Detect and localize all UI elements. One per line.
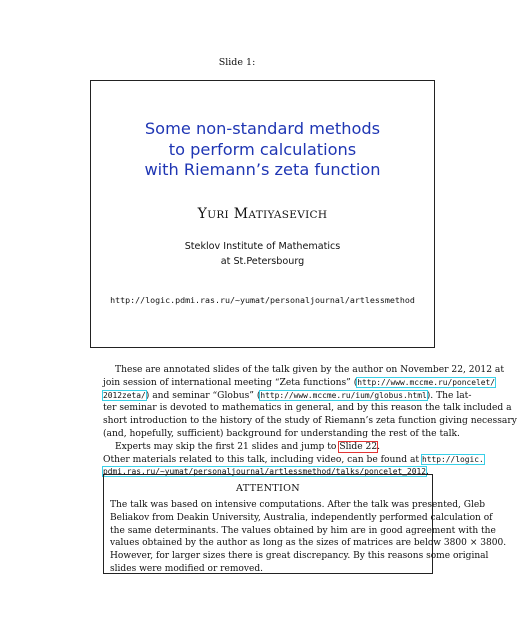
paragraph-1-line-5: short introduction to the history of the study of Riemann’s zeta function giving necessary: [103, 416, 517, 427]
author-last-rest: ATIYASEVICH: [248, 209, 328, 221]
paragraph-1-line-1: These are annotated slides of the talk given by the author on November 22, 2012 at: [115, 365, 505, 375]
slide-title-line-1: Some non-standard methods: [144, 119, 381, 138]
attention-line: Beliakov from Deakin University, Australia, independently performed calculation of: [110, 512, 493, 523]
paragraph-1-line-4: ter seminar is devoted to mathematics in general, and by this reason the talk included a: [103, 403, 512, 414]
attention-line: However, for larger sizes there is great discrepancy. By this reasons some original: [110, 551, 489, 562]
paragraph-1-text: ) and seminar “Globus” (: [145, 390, 261, 401]
paragraph-1-line-6: (and, hopefully, sufficient) background for understanding the rest of the talk.: [103, 428, 460, 439]
institute: [91, 239, 434, 269]
paragraph-2-end: .: [377, 441, 381, 452]
annotation-text: [103, 364, 517, 479]
attention-line: slides were modified or removed.: [110, 563, 263, 574]
attention-line: values obtained by the author as long as the sizes of matrices are below 3800 × 3800.: [110, 538, 507, 549]
title-slide-frame: [90, 80, 435, 348]
materials-link[interactable]: http://logic.: [422, 454, 484, 464]
globus-seminar-link[interactable]: http://www.mccme.ru/ium/globus.html: [260, 390, 427, 400]
attention-line: The talk was based on intensive computations. After the talk was presented, Gleb: [110, 500, 486, 510]
paragraph-3-line-1: [103, 454, 484, 467]
slide-title: [91, 119, 434, 181]
paragraph-1-line-2: [103, 377, 496, 390]
paragraph-3-end: .: [426, 467, 429, 478]
paragraph-2-text: Experts may skip the first 21 slides and jump to: [115, 441, 340, 452]
author-name: [91, 206, 434, 222]
author-last-initial: M: [233, 206, 249, 222]
attention-box: [103, 474, 507, 574]
institute-line-2: at St.Petersbourg: [220, 256, 305, 267]
paragraph-3-text: Other materials related to this talk, including video, can be found at: [103, 454, 422, 465]
author-first-rest: URI: [207, 209, 229, 221]
institute-line-1: Steklov Institute of Mathematics: [184, 241, 341, 252]
slide-label: Slide 1:: [218, 57, 256, 68]
slide-url: http://logic.pdmi.ras.ru/~yumat/personaljournal/artlessmethod: [110, 295, 415, 305]
paragraph-1-line-3: [103, 390, 472, 403]
attention-line: the same determinants. The values obtained by him are in good agreement with the: [110, 525, 496, 536]
paragraph-1-text: join session of international meeting “Zeta functions” (: [103, 377, 358, 388]
slide-title-line-2: to perform calculations: [168, 139, 357, 159]
materials-link-cont[interactable]: pdmi.ras.ru/~yumat/personaljournal/artlessmethod/talks/poncelet_2012: [103, 467, 427, 477]
attention-title: ATTENTION: [236, 483, 300, 494]
author-first-initial: Y: [197, 206, 208, 222]
slide-title-line-3: with Riemann’s zeta function: [144, 160, 381, 179]
attention-body: [110, 499, 507, 576]
paragraph-2: [103, 441, 433, 454]
zeta-meeting-link-cont[interactable]: 2012zeta/: [103, 390, 146, 400]
slide-22-link[interactable]: Slide 22: [339, 441, 378, 452]
zeta-meeting-link[interactable]: http://www.mccme.ru/poncelet/: [357, 377, 496, 387]
paragraph-1-text: ). The lat-: [426, 390, 472, 401]
